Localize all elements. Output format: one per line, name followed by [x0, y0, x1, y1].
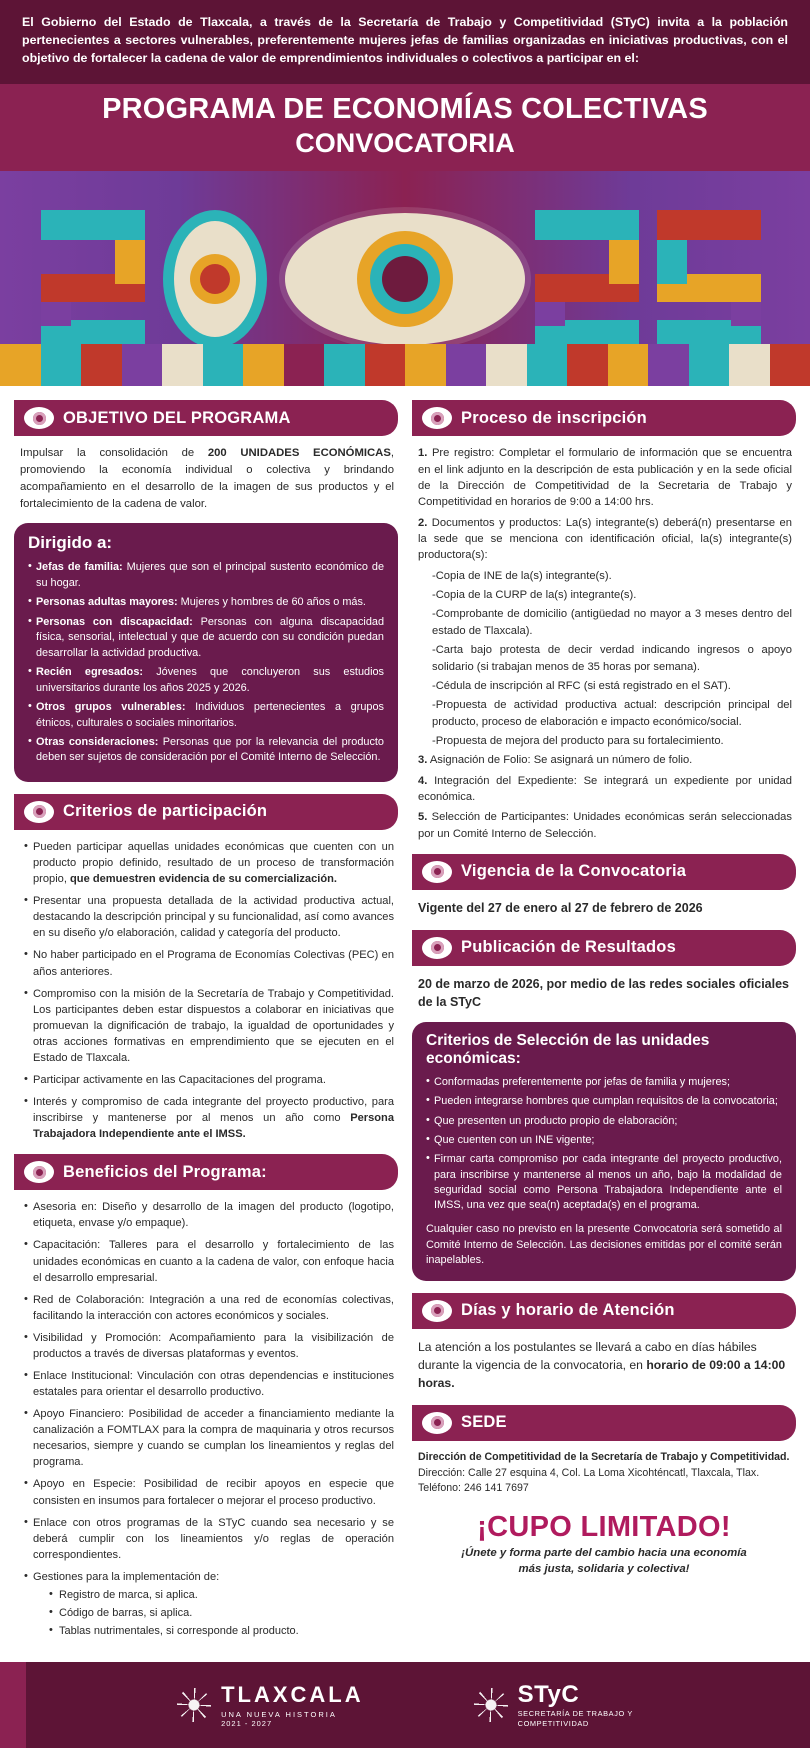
- flower-icon: [474, 1688, 508, 1722]
- section-title-publicacion: Publicación de Resultados: [461, 938, 676, 957]
- list-item: • Tablas nutrimentales, si corresponde al producto.: [49, 1624, 394, 1640]
- proceso-document: -Propuesta de mejora del producto para su fortalecimiento.: [432, 734, 724, 747]
- list-item: • Personas con discapacidad: Personas con alguna discapacidad física, sensorial, intelectual y que de acuerdo con su condición puedan desarrollar la actividad productiva.: [28, 615, 384, 661]
- objetivo-text-1: Impulsar la consolidación de: [20, 447, 208, 460]
- list-item: • Pueden participar aquellas unidades económicas que cuenten con un producto propio definido, resultado de un proceso de transformación propio, que demuestren evidencia de su comercialización.: [24, 839, 394, 887]
- list-item: • No haber participado en el Programa de Economías Colectivas (PEC) en años anteriores.: [24, 947, 394, 979]
- list-item: • Enlace con otros programas de la STyC cuando sea necesario y se deberá cumplir con los lineamientos y/o reglas de operación correspondientes.: [24, 1515, 394, 1563]
- proceso-step: 2. Documentos y productos: La(s) integrante(s) deberá(n) presentarse en la sede que se menciona con identificación oficial, la(s) integrante(s) productora(s):: [418, 516, 792, 562]
- beneficios-list: [14, 1199, 398, 1639]
- sede-line-2: Dirección: Calle 27 esquina 4, Col. La Loma Xicohténcatl, Tlaxcala, Tlax.: [418, 1466, 760, 1479]
- criterios-seleccion-heading: Criterios de Selección de las unidades económicas:: [426, 1032, 710, 1068]
- dirigido-list: [28, 560, 384, 766]
- dirigido-box: [14, 523, 398, 782]
- section-header-dias-horario: [412, 1293, 796, 1329]
- proceso-document: -Carta bajo protesta de decir verdad indicando ingresos o apoyo solidario (si trabajan menos de 35 horas por semana).: [432, 644, 792, 673]
- eye-icon: [422, 407, 452, 429]
- section-title-dias-horario: Días y horario de Atención: [461, 1301, 675, 1320]
- section-header-sede: [412, 1405, 796, 1441]
- eye-icon: [422, 1412, 452, 1434]
- list-item: • Asesoria en: Diseño y desarrollo de la imagen del producto (logotipo, etiqueta, envase y/o empaque).: [24, 1199, 394, 1231]
- section-title-sede: SEDE: [461, 1413, 507, 1432]
- hero-artwork: [0, 171, 810, 386]
- list-item: • Conformadas preferentemente por jefas de familia y mujeres;: [426, 1075, 782, 1090]
- eye-icon: [422, 861, 452, 883]
- list-item: • Pueden integrarse hombres que cumplan requisitos de la convocatoria;: [426, 1094, 782, 1109]
- cupo-limitado-title: ¡CUPO LIMITADO!: [477, 1511, 731, 1544]
- footer-accent-bar: [0, 1662, 26, 1748]
- hero-pattern-strip: [0, 344, 810, 386]
- styc-sub-1: SECRETARÍA DE TRABAJO Y: [517, 1709, 633, 1719]
- list-item: • Apoyo Financiero: Posibilidad de acceder a financiamiento mediante la canalización a FOMTLAX para la compra de maquinaria y otros recursos necesarios, siempre y cuando se cumplan los lineamientos y reglas del programa.: [24, 1406, 394, 1470]
- cupo-subtitle-line-1: ¡Únete y forma parte del cambio hacia una economía: [461, 1547, 747, 1560]
- section-header-proceso: [412, 400, 796, 436]
- proceso-document: -Comprobante de domicilio (antigüedad no mayor a 3 meses dentro del estado de Tlaxcala).: [432, 608, 792, 637]
- content-columns: [0, 386, 810, 1645]
- list-item: • Gestiones para la implementación de: • Registro de marca, si aplica. • Código de barras, si aplica. • Tablas nutrimentales, si corresponde al producto.: [24, 1569, 394, 1640]
- objetivo-text: [14, 445, 398, 513]
- vigencia-text: Vigente del 27 de enero al 27 de febrero de 2026: [418, 900, 703, 915]
- digit-six: [657, 210, 769, 348]
- sede-line-3: Teléfono: 246 141 7697: [418, 1482, 529, 1495]
- tlaxcala-sub: UNA NUEVA HISTORIA: [221, 1709, 337, 1719]
- list-item: • Presentar una propuesta detallada de la actividad productiva actual, destacando la descripción principal y su funcionalidad, así como avances en su diseño y/o elaboración, calidad y categoría del producto.: [24, 893, 394, 941]
- proceso-document: -Propuesta de actividad productiva actual: descripción principal del producto, proceso de elaboración e impacto económico/social.: [432, 699, 792, 728]
- beneficios-sublist: [49, 1588, 394, 1640]
- styc-sub-2: COMPETITIVIDAD: [517, 1718, 589, 1728]
- sede-details: [412, 1450, 796, 1498]
- list-item: • Código de barras, si aplica.: [49, 1606, 394, 1622]
- section-title-criterios-participacion: Criterios de participación: [63, 802, 268, 821]
- section-header-criterios-participacion: [14, 794, 398, 830]
- cupo-subtitle: [412, 1546, 796, 1577]
- proceso-step: 4. Integración del Expediente: Se integrará un expediente por unidad económica.: [418, 774, 792, 803]
- section-header-publicacion: [412, 930, 796, 966]
- eye-icon: [422, 937, 452, 959]
- criterios-seleccion-note: Cualquier caso no previsto en la presente Convocatoria será sometido al Comité Interno de Selección. Las decisiones emitidas por el comité serán inapelables.: [426, 1223, 782, 1267]
- dirigido-heading: Dirigido a:: [28, 533, 113, 553]
- tlaxcala-logo: [177, 1682, 364, 1728]
- list-item: • Que cuenten con un INE vigente;: [426, 1133, 782, 1148]
- criterios-seleccion-list: [426, 1075, 782, 1213]
- tlaxcala-title: TLAXCALA: [221, 1681, 364, 1707]
- proceso-step: 5. Selección de Participantes: Unidades económicas serán seleccionadas por un Comité Interno de Selección.: [418, 811, 792, 840]
- list-item: • Capacitación: Talleres para el desarrollo y fortalecimiento de las unidades económicas en cuanto a la cadena de valor, con enfoque hacia el desarrollo empresarial.: [24, 1237, 394, 1285]
- list-item: • Recién egresados: Jóvenes que concluyeron sus estudios universitarios durante los años 2025 y 2026.: [28, 665, 384, 696]
- styc-logo: [474, 1681, 633, 1728]
- left-column: [14, 396, 398, 1645]
- eye-icon: [422, 1300, 452, 1322]
- section-header-vigencia: [412, 854, 796, 890]
- section-title-proceso: Proceso de inscripción: [461, 408, 647, 427]
- list-item: • Enlace Institucional: Vinculación con otras dependencias e instituciones estatales para orientar el desarrollo productivo.: [24, 1368, 394, 1400]
- section-title-beneficios: Beneficios del Programa:: [63, 1162, 267, 1181]
- list-item: • Registro de marca, si aplica.: [49, 1588, 394, 1604]
- eye-icon: [24, 1161, 54, 1183]
- dias-horario-text: La atención a los postulantes se llevará a cabo en días hábiles durante la vigencia de la convocatoria, en horario de 09:00 a 14:00 horas.: [418, 1339, 786, 1391]
- right-column: [412, 396, 796, 1645]
- list-item: • Interés y compromiso de cada integrante del proyecto productivo, para inscribirse y mantenerse por al menos un año como Persona Trabajadora Independiente ante el IMSS.: [24, 1094, 394, 1142]
- eye-icon: [24, 801, 54, 823]
- section-title-objetivo: OBJETIVO DEL PROGRAMA: [63, 408, 291, 427]
- sede-line-1: Dirección de Competitividad de la Secretaría de Trabajo y Competitividad.: [418, 1450, 790, 1463]
- flower-icon: [177, 1688, 211, 1722]
- footer-bar: [0, 1662, 810, 1748]
- proceso-document: -Copia de la CURP de la(s) integrante(s).: [432, 589, 637, 602]
- convocatoria-title: CONVOCATORIA: [295, 128, 515, 159]
- proceso-step: 1. Pre registro: Completar el formulario de información que se encuentra en el link adjunto en la descripción de esta publicación y en la sede oficial de la Dirección de Competitividad de la Secretaria de Trabajo y Competitividad en horarios de 9:00 a 14:00 hrs.: [418, 447, 792, 509]
- objetivo-text-2: , promoviendo la economía individual o colectiva y brindando acompañamiento en el desarrollo de la imagen de sus productos y el fortalecimiento de la cadena de valor.: [20, 447, 395, 511]
- proceso-document: -Copia de INE de la(s) integrante(s).: [432, 569, 612, 582]
- program-title: PROGRAMA DE ECONOMÍAS COLECTIVAS: [102, 92, 708, 125]
- objetivo-text-bold: 200 UNIDADES ECONÓMICAS: [207, 447, 391, 460]
- digit-zero: [163, 210, 275, 348]
- list-item: • Red de Colaboración: Integración a una red de economías colectivas, facilitando la interacción con actores económicos y sociales.: [24, 1292, 394, 1324]
- list-item: • Jefas de familia: Mujeres que son el principal sustento económico de su hogar.: [28, 560, 384, 591]
- publicacion-text: 20 de marzo de 2026, por medio de las redes sociales oficiales de la STyC: [418, 976, 790, 1010]
- list-item: • Otras consideraciones: Personas que por la relevancia del producto deben ser sujetos de consideración por el Comité Interno de Selección.: [28, 735, 384, 766]
- section-header-beneficios: [14, 1154, 398, 1190]
- list-item: • Compromiso con la misión de la Secretaría de Trabajo y Competitividad. Los participantes deben estar dispuestos a colaborar en iniciativas que promuevan la dignificación de trabajo, la igualdad de oportunidades y otras acciones formativas en emprendimiento que se ejecuten en el Estado de Tlaxcala.: [24, 986, 394, 1066]
- criterios-participacion-list: [14, 839, 398, 1142]
- eye-icon: [24, 407, 54, 429]
- styc-title: STyC: [517, 1681, 580, 1709]
- cupo-subtitle-line-2: más justa, solidaria y colectiva!: [518, 1562, 690, 1575]
- list-item: • Apoyo en Especie: Posibilidad de recibir apoyos en especie que consisten en insumos para fortalecer o mejorar el proceso productivo.: [24, 1476, 394, 1508]
- digit-two-b: [535, 210, 647, 348]
- section-header-objetivo: [14, 400, 398, 436]
- list-item: • Firmar carta compromiso por cada integrante del proyecto productivo, para inscribirse y mantenerse al menos un año, bajo la modalidad de seguridad social como Persona Trabajadora Independiente ante el IMSS, una vez que sea(n) aceptada(s) en el programa.: [426, 1152, 782, 1213]
- big-eye-icon: [285, 213, 525, 345]
- proceso-step: 3. Asignación de Folio: Se asignará un número de folio.: [418, 754, 693, 767]
- tlaxcala-years: 2021 - 2027: [221, 1718, 273, 1728]
- criterios-seleccion-box: [412, 1022, 796, 1281]
- list-item: • Participar activamente en las Capacitaciones del programa.: [24, 1072, 394, 1088]
- section-title-vigencia: Vigencia de la Convocatoria: [461, 862, 687, 881]
- digit-two: [41, 210, 153, 348]
- title-band: [0, 84, 810, 171]
- proceso-document: -Cédula de inscripción al RFC (si está registrado en el SAT).: [432, 679, 731, 692]
- intro-paragraph: El Gobierno del Estado de Tlaxcala, a través de la Secretaría de Trabajo y Competitividad (STyC) invita a la población pertenecientes a sectores vulnerables, preferentemente mujeres jefas de familias organizadas en iniciativas productivas, con el objetivo de fortalecer la cadena de valor de emprendimientos individuales o colectivos a participar en el:: [0, 0, 810, 84]
- list-item: • Visibilidad y Promoción: Acompañamiento para la visibilización de productos a través de diversas plataformas y eventos.: [24, 1330, 394, 1362]
- proceso-steps: [412, 445, 796, 842]
- list-item: • Personas adultas mayores: Mujeres y hombres de 60 años o más.: [28, 595, 384, 610]
- list-item: • Otros grupos vulnerables: Individuos pertenecientes a grupos étnicos, culturales o sociales minoritarios.: [28, 700, 384, 731]
- list-item: • Que presenten un producto propio de elaboración;: [426, 1114, 782, 1129]
